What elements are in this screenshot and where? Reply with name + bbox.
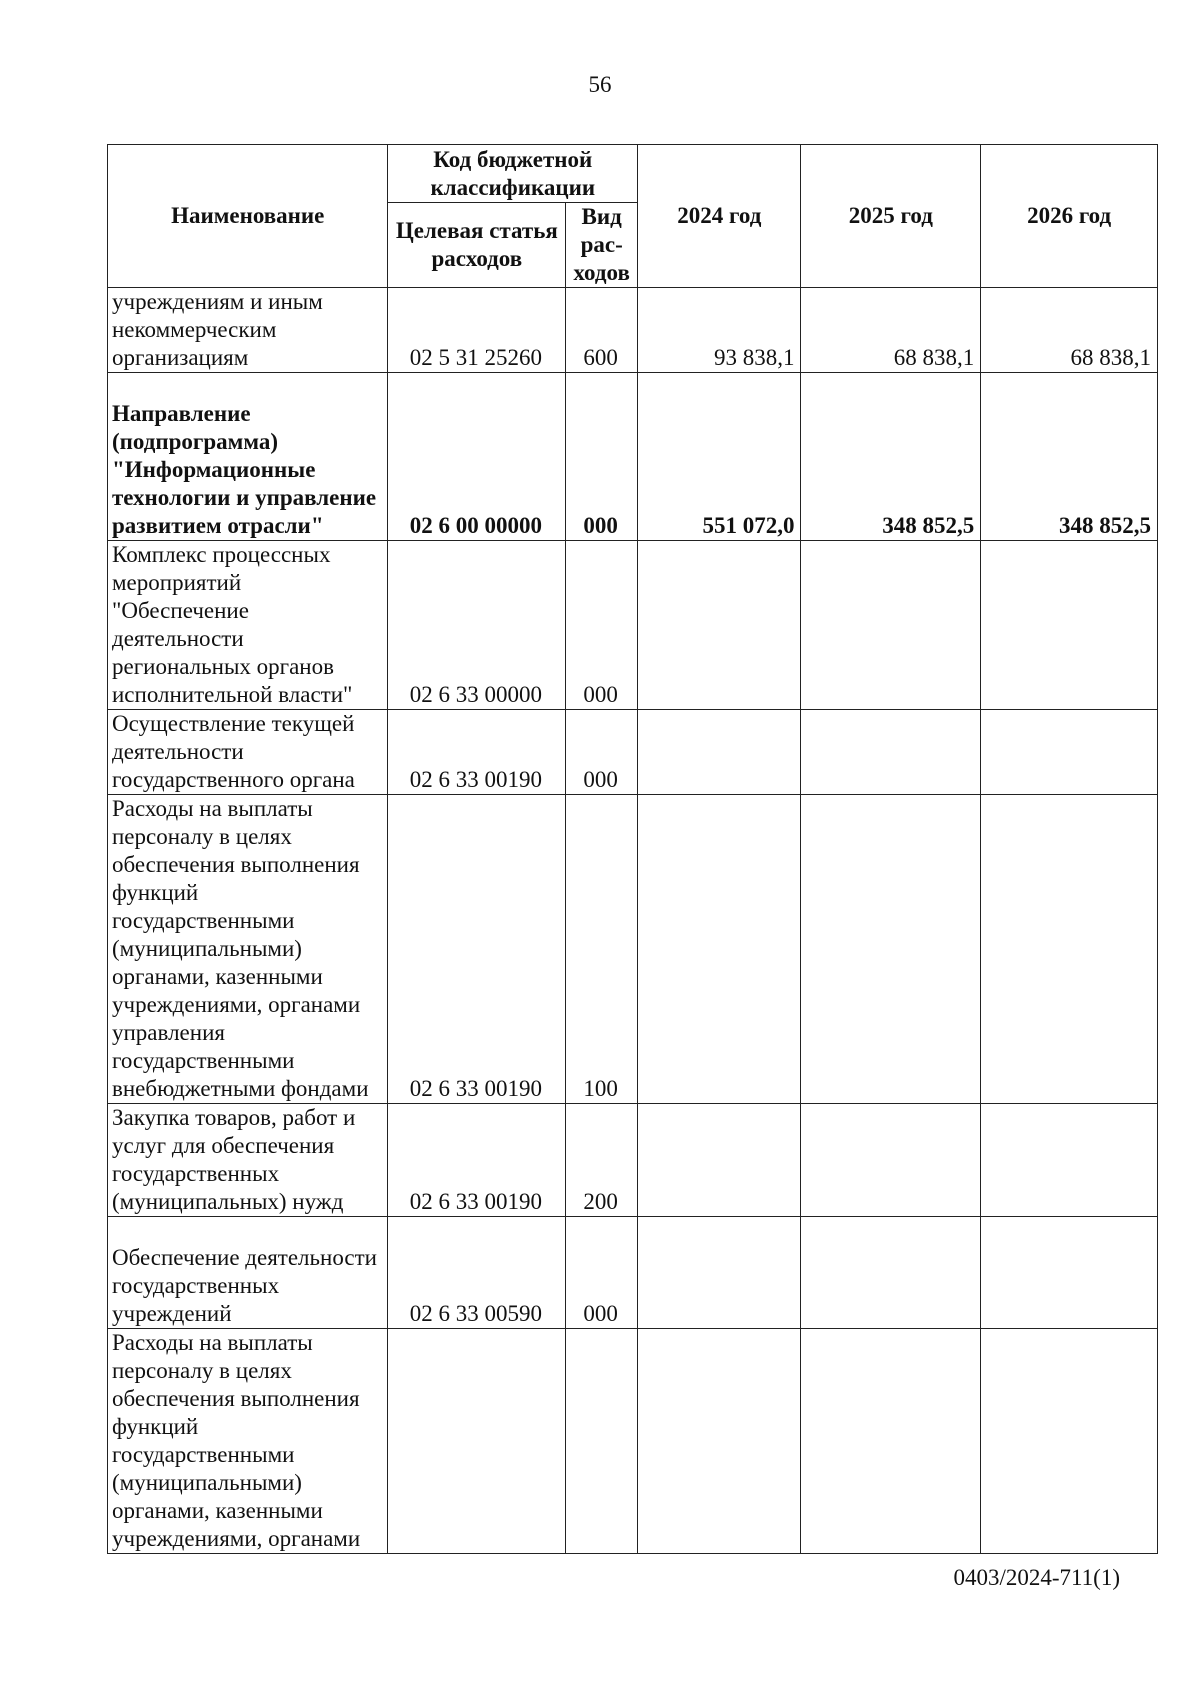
- row-expense-type: 000: [566, 710, 638, 795]
- row-name: Направление (подпрограмма) "Информационные технологии и управление развитием отрасли": [108, 373, 388, 541]
- row-value-2025: 348 852,5: [801, 373, 981, 541]
- row-name: Расходы на выплаты персоналу в целях обеспечения выполнения функций государственными (муниципальными) органами, казенными учреждениями, органами управления государственными внебюджетными фондами: [108, 795, 388, 1104]
- header-expense-type: Вид рас-ходов: [566, 203, 638, 288]
- row-value-2025: [801, 1217, 981, 1329]
- row-value-2025: 68 838,1: [801, 288, 981, 373]
- budget-table: [107, 144, 1158, 1554]
- row-expense-type: 100: [566, 795, 638, 1104]
- table-row: [108, 710, 1158, 795]
- row-target-article: 02 6 33 00190: [388, 710, 566, 795]
- row-value-2024: [638, 710, 801, 795]
- header-target-article: Целевая статья расходов: [388, 203, 566, 288]
- row-value-2024: [638, 541, 801, 710]
- row-expense-type: 200: [566, 1104, 638, 1217]
- header-name: Наименование: [108, 145, 388, 288]
- table-row: [108, 795, 1158, 1104]
- row-value-2025: [801, 1104, 981, 1217]
- row-value-2026: [981, 1329, 1158, 1554]
- row-value-2024: [638, 1104, 801, 1217]
- table-row: [108, 288, 1158, 373]
- row-value-2026: 68 838,1: [981, 288, 1158, 373]
- header-code-group: Код бюджетной классификации: [388, 145, 638, 203]
- row-value-2026: 348 852,5: [981, 373, 1158, 541]
- row-value-2024: [638, 1217, 801, 1329]
- row-value-2026: [981, 710, 1158, 795]
- row-value-2026: [981, 541, 1158, 710]
- table-row: [108, 373, 1158, 541]
- row-value-2025: [801, 710, 981, 795]
- row-name: Обеспечение деятельности государственных учреждений: [108, 1217, 388, 1329]
- row-target-article: 02 6 00 00000: [388, 373, 566, 541]
- row-value-2026: [981, 795, 1158, 1104]
- row-value-2025: [801, 795, 981, 1104]
- row-expense-type: 000: [566, 541, 638, 710]
- page-number: 56: [588, 72, 612, 97]
- row-value-2025: [801, 1329, 981, 1554]
- row-name: учреждениям и иным некоммерческим организациям: [108, 288, 388, 373]
- row-value-2024: [638, 1329, 801, 1554]
- header-year-2024: 2024 год: [638, 145, 801, 288]
- table-row: [108, 1329, 1158, 1554]
- row-name: Расходы на выплаты персоналу в целях обеспечения выполнения функций государственными (муниципальными) органами, казенными учреждениями, органами: [108, 1329, 388, 1554]
- row-expense-type: 600: [566, 288, 638, 373]
- row-value-2026: [981, 1104, 1158, 1217]
- row-expense-type: 000: [566, 373, 638, 541]
- row-target-article: 02 5 31 25260: [388, 288, 566, 373]
- row-target-article: [388, 1329, 566, 1554]
- row-value-2024: 93 838,1: [638, 288, 801, 373]
- row-target-article: 02 6 33 00190: [388, 1104, 566, 1217]
- row-value-2024: 551 072,0: [638, 373, 801, 541]
- row-expense-type: 000: [566, 1217, 638, 1329]
- row-target-article: 02 6 33 00190: [388, 795, 566, 1104]
- row-name: Закупка товаров, работ и услуг для обеспечения государственных (муниципальных) нужд: [108, 1104, 388, 1217]
- header-year-2026: 2026 год: [981, 145, 1158, 288]
- row-name: Осуществление текущей деятельности государственного органа: [108, 710, 388, 795]
- document-code: 0403/2024-711(1): [953, 1565, 1120, 1590]
- header-year-2025: 2025 год: [801, 145, 981, 288]
- row-target-article: 02 6 33 00000: [388, 541, 566, 710]
- table-row: [108, 541, 1158, 710]
- row-name: Комплекс процессных мероприятий "Обеспечение деятельности региональных органов исполнительной власти": [108, 541, 388, 710]
- row-value-2024: [638, 795, 801, 1104]
- row-target-article: 02 6 33 00590: [388, 1217, 566, 1329]
- row-value-2025: [801, 541, 981, 710]
- table-row: [108, 1104, 1158, 1217]
- row-value-2026: [981, 1217, 1158, 1329]
- table-row: [108, 1217, 1158, 1329]
- row-expense-type: [566, 1329, 638, 1554]
